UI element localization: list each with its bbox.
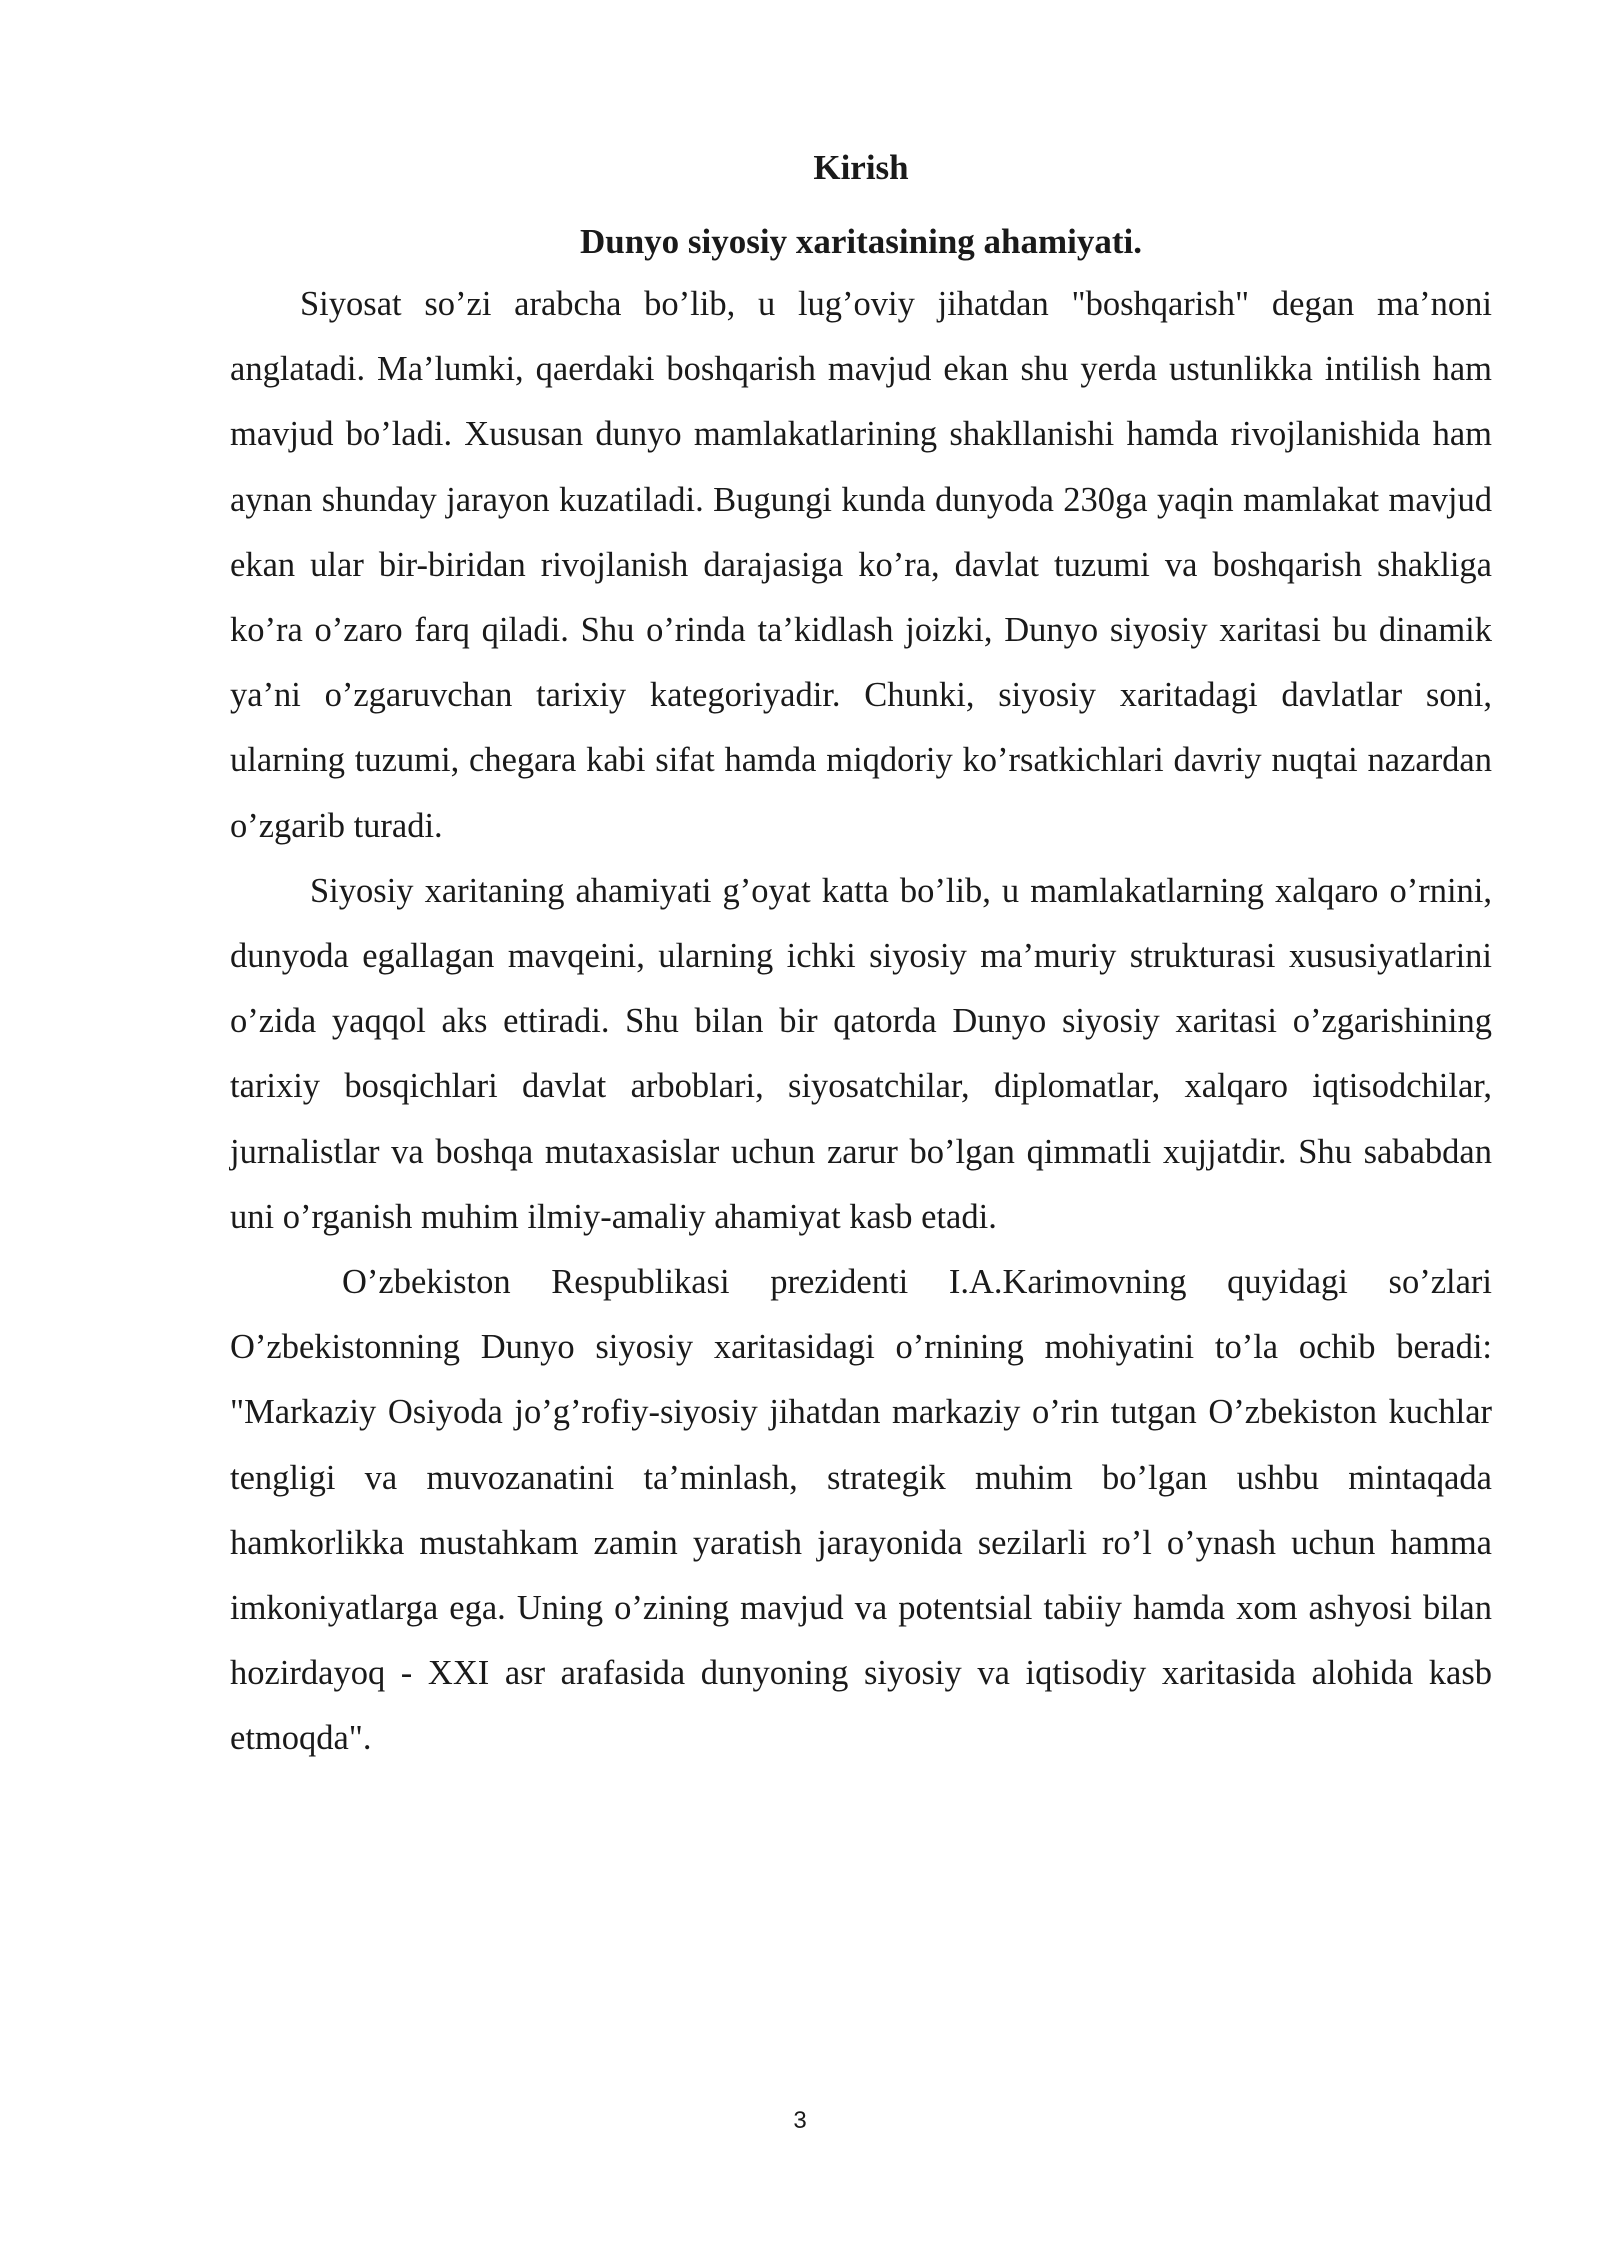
page-number: 3 bbox=[793, 2107, 807, 2134]
page-content bbox=[230, 148, 1492, 1772]
paragraph-2: Siyosiy xaritaning ahamiyati g’oyat katta bo’lib, u mamlakatlarning xalqaro o’rnini, dunyoda egallagan mavqeini, ularning ichki siyosiy ma’muriy strukturasi xususiyatlarini o’zida yaqqol aks ettiradi. Shu bilan bir qatorda Dunyo siyosiy xaritasi o’zgarishining tarixiy bosqichlari davlat arboblari, siyosatchilar, diplomatlar, xalqaro iqtisodchilar, jurnalistlar va boshqa mutaxasislar uchun zarur bo’lgan qimmatli xujjatdir. Shu sababdan uni o’rganish muhim ilmiy-amaliy ahamiyat kasb etadi. bbox=[230, 871, 1492, 1236]
paragraph-1: Siyosat so’zi arabcha bo’lib, u lug’oviy jihatdan "boshqarish" degan ma’noni anglatadi. Ma’lumki, qaerdaki boshqarish mavjud ekan shu yerda ustunlikka intilish ham mavjud bo’ladi. Xususan dunyo mamlakatlarining shakllanishi hamda rivojlanishida ham aynan shunday jarayon kuzatiladi. Bugungi kunda dunyoda 230ga yaqin mamlakat mavjud ekan ular bir-biridan rivojlanish darajasiga ko’ra, davlat tuzumi va boshqarish shakliga ko’ra o’zaro farq qiladi. Shu o’rinda ta’kidlash joizki, Dunyo siyosiy xaritasi bu dinamik ya’ni o’zgaruvchan tarixiy kategoriyadir. Chunki, siyosiy xaritadagi davlatlar soni, ularning tuzumi, chegara kabi sifat hamda miqdoriy ko’rsatkichlari davriy nuqtai nazardan o’zgarib turadi. bbox=[230, 285, 1492, 845]
paragraph-3: O’zbekiston Respublikasi prezidenti I.A.Karimovning quyidagi so’zlari O’zbekistonning Dunyo siyosiy xaritasidagi o’rnining mohiyatini to’la ochib beradi: "Markaziy Osiyoda jo’g’rofiy-siyosiy jihatdan markaziy o’rin tutgan O’zbekiston kuchlar tengligi va muvozanatini ta’minlash, strategik muhim bo’lgan ushbu mintaqada hamkorlikka mustahkam zamin yaratish jarayonida sezilarli ro’l o’ynash uchun hamma imkoniyatlarga ega. Uning o’zining mavjud va potentsial tabiiy hamda xom ashyosi bilan hozirdayoq - XXI asr arafasida dunyoning siyosiy va iqtisodiy xaritasida alohida kasb etmoqda". bbox=[230, 1263, 1492, 1758]
document-title: Kirish bbox=[813, 148, 909, 187]
section-heading: Dunyo siyosiy xaritasining ahamiyati. bbox=[579, 222, 1143, 261]
